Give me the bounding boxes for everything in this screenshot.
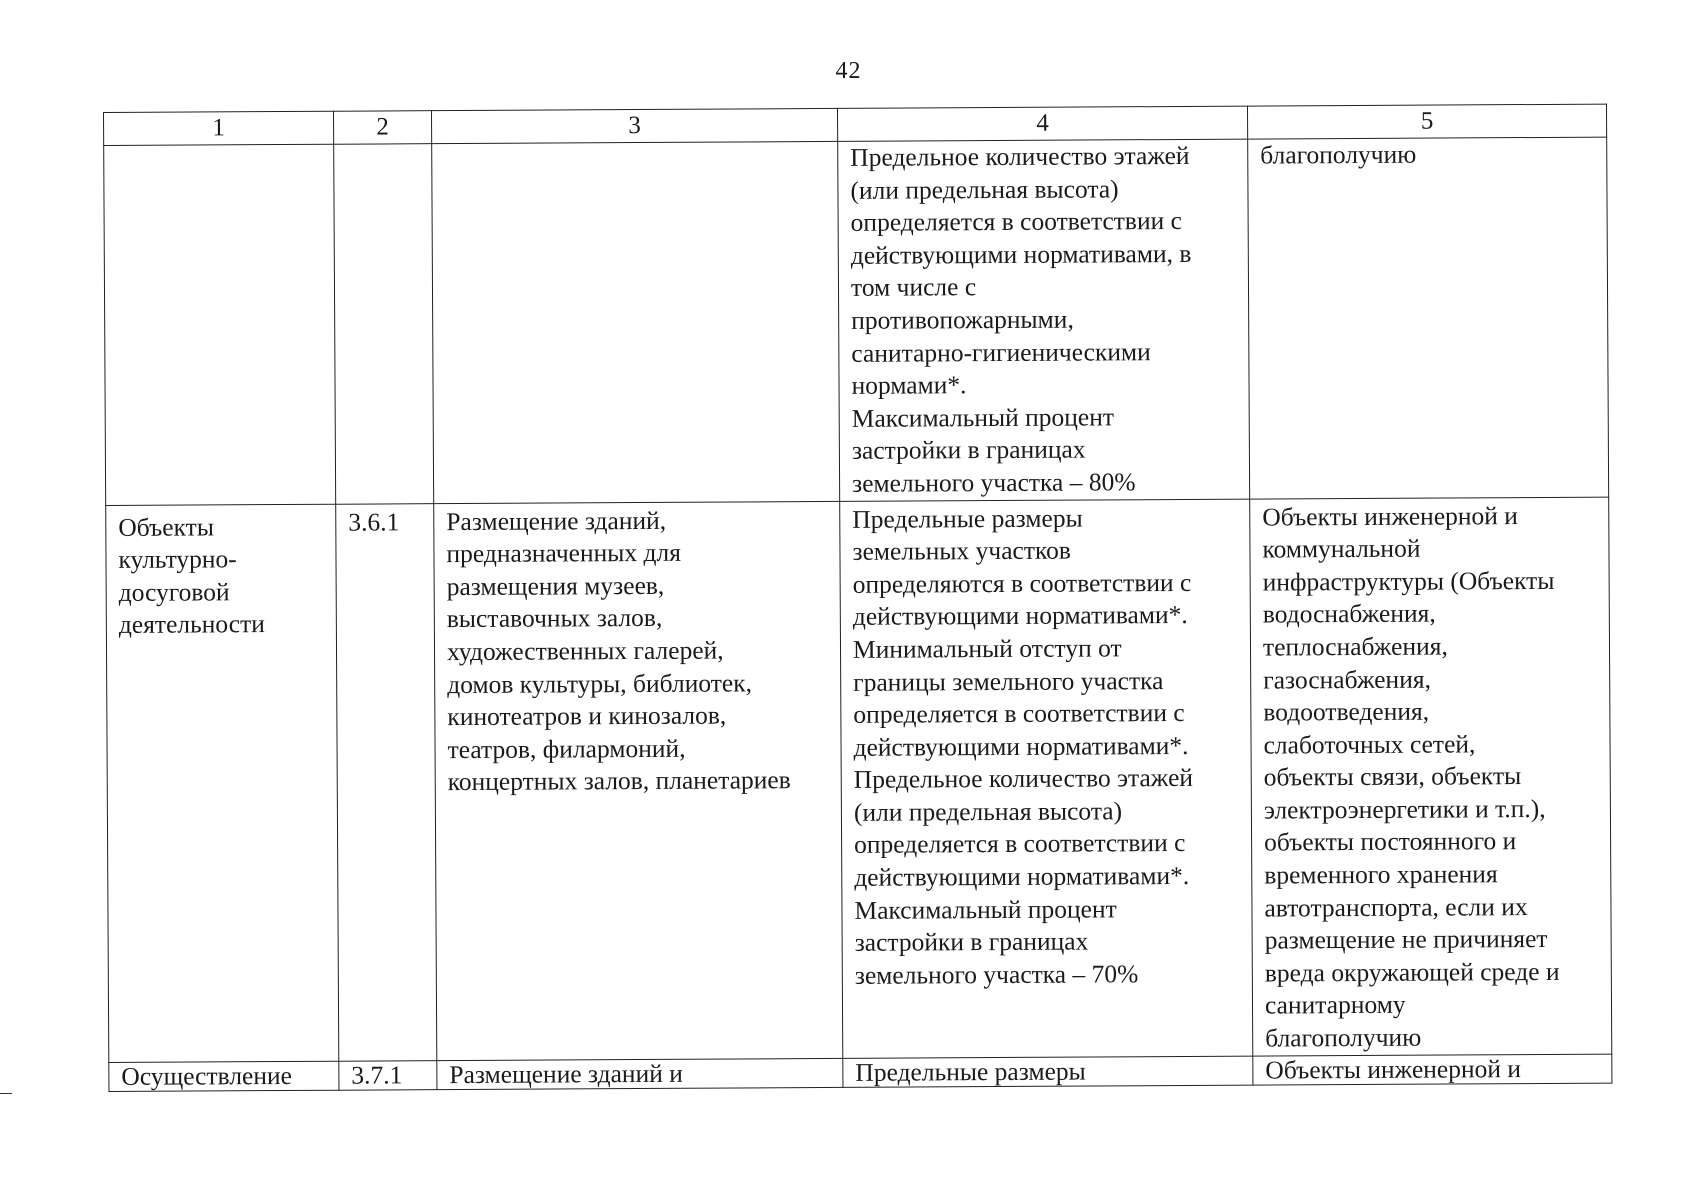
table-cell-parameters (843, 1056, 1253, 1087)
table-row (104, 137, 1609, 505)
table-cell-code (339, 1060, 437, 1090)
cell-text: Предельные размеры земельных участков определяются в соответствии с действующими нормативами*. Минимальный отступ от границы земельного участка определяется в соответствии с действующими нормативами*. Предельное количество этажей (или предельная высота) определяется в соответствии с действующими нормативами*. Максимальный процент застройки в границах земельного участка – 70% (852, 503, 1194, 990)
document-sheet (103, 104, 1611, 1092)
cell-text: Предельные размеры (855, 1056, 1086, 1087)
table-cell-use-type (104, 144, 336, 505)
table-cell-parameters (838, 139, 1250, 501)
cell-text (116, 145, 321, 146)
cell-text: Размещение зданий, предназначенных для размещения музеев, выставочных залов, художественных галерей, домов культуры, библиотек, кинотеатров и кинозалов, театров, филармоний, концертных залов, планетариев (446, 505, 791, 797)
table-cell-auxiliary-uses (1248, 137, 1609, 499)
table-cell-use-type (109, 1061, 339, 1091)
cell-text: Предельное количество этажей (или предельная высота) определяется в соответствии с действующими нормативами, в том числе с противопожарными, санитарно-гигиеническими нормами*. Максимальный процент застройки в границах земельного участка – 80% (850, 140, 1192, 498)
table-cell-parameters (840, 499, 1253, 1058)
table-cell-use-type (106, 504, 339, 1062)
margin-mark (0, 1093, 12, 1094)
table-cell-description (434, 501, 843, 1060)
cell-text: 3.7.1 (351, 1059, 403, 1090)
cell-text: Объекты инженерной и коммунальной инфраструктуры (Объекты водоснабжения, теплоснабжения, газоснабжения, водоотведения, слаботочных сетей, объекты связи, объекты электроэнергетики и т.п.), объекты постоянного и временного хранения автотранспорта, если их размещение не причиняет вреда окружающей среде и санитарному благополучию (1262, 500, 1560, 1053)
column-header-1: 1 (104, 111, 334, 145)
table-cell-code (336, 503, 437, 1061)
column-header-4: 4 (837, 106, 1247, 141)
cell-text: 3.6.1 (348, 506, 400, 537)
cell-text (444, 142, 825, 144)
column-header-5: 5 (1247, 104, 1606, 139)
cell-text: Размещение зданий и (449, 1058, 683, 1089)
table-cell-auxiliary-uses (1253, 1054, 1612, 1085)
column-header-3: 3 (431, 108, 837, 143)
cell-text: Объекты культурно- досуговой деятельности (118, 511, 265, 640)
column-header-2: 2 (333, 111, 431, 145)
table-cell-auxiliary-uses (1250, 497, 1612, 1056)
table-cell-description (437, 1058, 843, 1089)
regulations-table (103, 104, 1612, 1092)
cell-text: Объекты инженерной и (1265, 1053, 1522, 1085)
table-cell-description (432, 141, 840, 503)
cell-text: Осуществление (121, 1060, 293, 1091)
page-number: 42 (835, 58, 862, 84)
table-cell-code (334, 144, 434, 504)
cell-text: благополучию (1260, 139, 1417, 170)
table-row (106, 497, 1612, 1062)
